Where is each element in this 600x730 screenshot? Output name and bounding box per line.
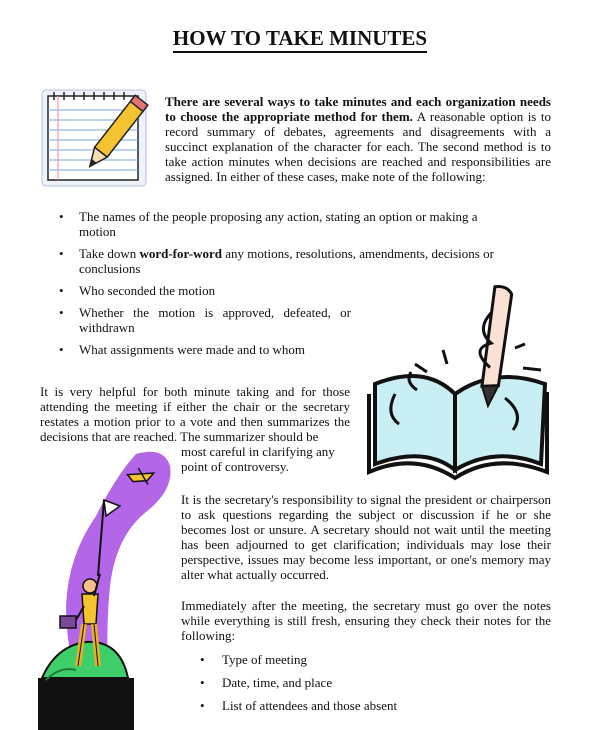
list-item: • The names of the people proposing any action, stating an option or making a motion [59, 209, 478, 239]
summary-paragraph: It is very helpful for both minute taking and for those attending the meeting if either the chair or the secretary restates a motion prior to a vote and then summarizes the decisions that are reached. The summarizer should be [40, 384, 350, 444]
list-item: • Whether the motion is approved, defeated, or withdrawn [59, 305, 351, 335]
book-quill-illustration [355, 284, 555, 480]
notepad-pencil-icon [42, 88, 152, 188]
after-meeting-paragraph: Immediately after the meeting, the secretary must go over the notes while everything is still fresh, ensuring they check their notes for the following: [181, 598, 551, 643]
list-item: • Date, time, and place [200, 675, 333, 690]
list-item: • Who seconded the motion [59, 283, 216, 298]
post-meeting-checklist [200, 652, 552, 721]
list-item: • Type of meeting [200, 652, 308, 667]
intro-paragraph: There are several ways to take minutes and each organization needs to choose the appropriate method for them. A reasonable option is to record summary of debates, agreements and disagreements with a succinct explanation of the character for each. The second method is to take action minutes when decisions are reached and responsibilities are assigned. In either of these cases, make note of the following: [165, 94, 551, 184]
flag-climber-illustration [36, 446, 176, 730]
secretary-responsibility-paragraph: It is the secretary's responsibility to signal the president or chairperson to ask questions regarding the subject or discussion if he or she becomes lost or unsure. A secretary should not wait until the meeting has been adjourned to get clarification; individuals may lose their perspective, issues may become less important, or one's memory may alter what actually occurred. [181, 492, 551, 582]
list-item: • Take down word-for-word any motions, resolutions, amendments, decisions or conclusions [59, 246, 494, 276]
page-title: HOW TO TAKE MINUTES [0, 26, 600, 50]
summary-paragraph-continued: most careful in clarifying any point of controversy. [181, 444, 335, 474]
list-item: • List of attendees and those absent [200, 698, 398, 713]
list-item: • What assignments were made and to whom [59, 342, 305, 357]
